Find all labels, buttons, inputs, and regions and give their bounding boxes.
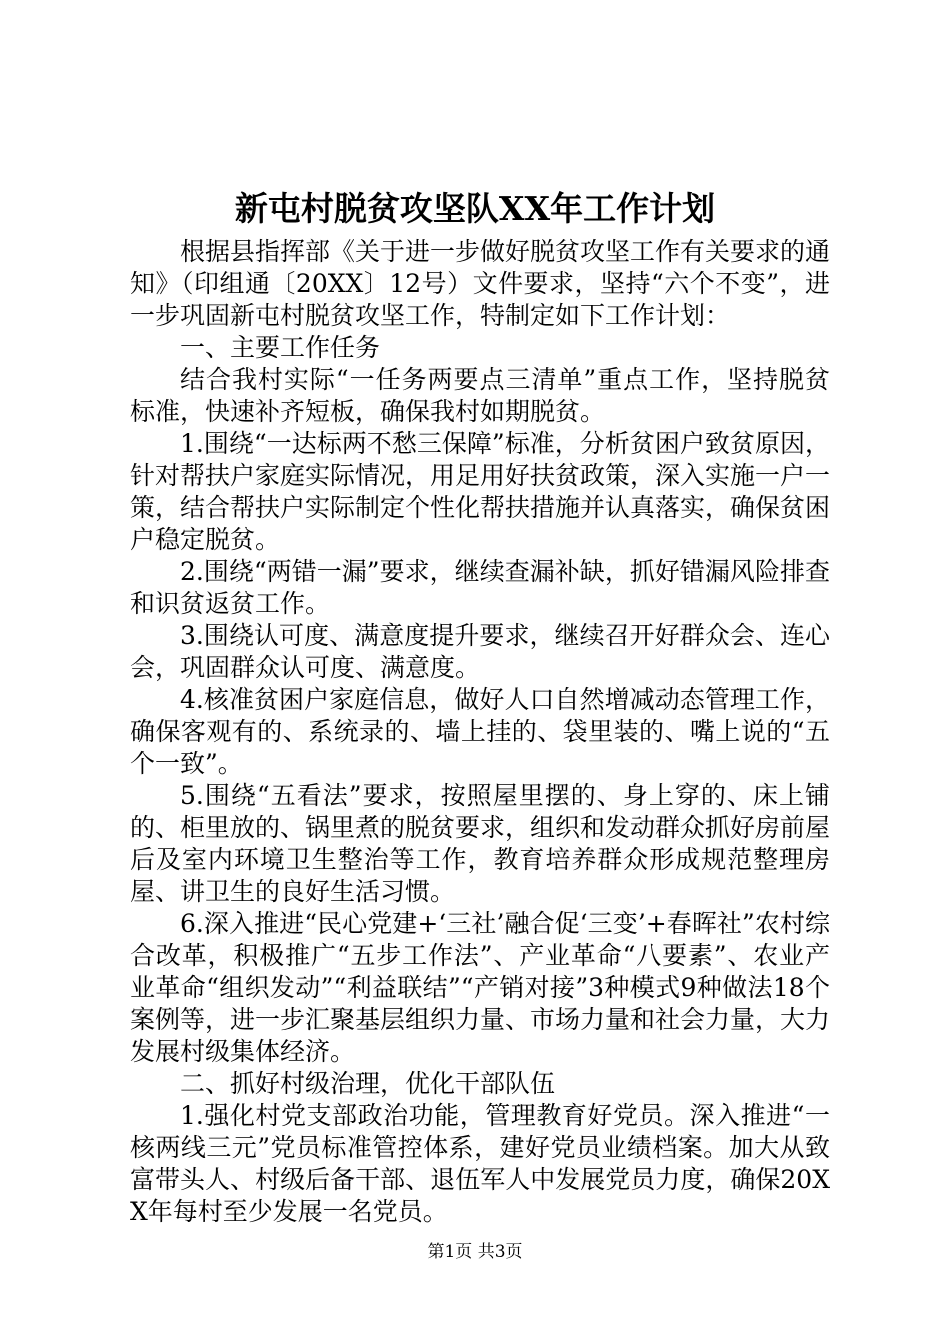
list-item: 4.核准贫困户家庭信息，做好人口自然增减动态管理工作，确保客观有的、系统录的、墙上挂的、袋里装的、嘴上说的“五个一致”。 [130, 685, 830, 778]
document-title: 新屯村脱贫攻坚队XX年工作计划 [234, 189, 716, 228]
list-item: 3.围绕认可度、满意度提升要求，继续召开好群众会、连心会，巩固群众认可度、满意度。 [130, 621, 830, 682]
list-item: 1.围绕“一达标两不愁三保障”标准，分析贫困户致贫原因，针对帮扶户家庭实际情况，用足用好扶贫政策，深入实施一户一策，结合帮扶户实际制定个性化帮扶措施并认真落实，确保贫困户稳定脱贫。 [130, 429, 831, 554]
list-item: 1.强化村党支部政治功能，管理教育好党员。深入推进“一核两线三元”党员标准管控体系，建好党员业绩档案。加大从致富带头人、村级后备干部、退伍军人中发展党员力度，确保20XX年每村至少发展一名党员。 [130, 1101, 830, 1226]
page-footer: 第1页 共3页 [427, 1242, 523, 1262]
list-item: 2.围绕“两错一漏”要求，继续查漏补缺，抓好错漏风险排查和识贫返贫工作。 [130, 557, 830, 618]
list-item: 5.围绕“五看法”要求，按照屋里摆的、身上穿的、床上铺的、柜里放的、锅里煮的脱贫要求，组织和发动群众抓好房前屋后及室内环境卫生整治等工作，教育培养群众形成规范整理房屋、讲卫生的良好生活习惯。 [130, 781, 831, 906]
section-heading-1: 一、主要工作任务 [180, 333, 381, 362]
document-body [130, 236, 830, 1228]
paragraph-intro: 根据县指挥部《关于进一步做好脱贫攻坚工作有关要求的通知》（印组通〔20XX〕12号）文件要求，坚持“六个不变”，进一步巩固新屯村脱贫攻坚工作，特制定如下工作计划： [130, 237, 831, 330]
list-item: 6.深入推进“民心党建+‘三社’融合促‘三变’+春晖社”农村综合改革，积极推广“五步工作法”、产业革命“八要素”、农业产业革命“组织发动”“利益联结”“产销对接”3种模式9种做法18个案例等，进一步汇聚基层组织力量、市场力量和社会力量，大力发展村级集体经济。 [130, 909, 831, 1066]
paragraph: 结合我村实际“一任务两要点三清单”重点工作，坚持脱贫标准，快速补齐短板，确保我村如期脱贫。 [130, 365, 830, 426]
section-heading-2: 二、抓好村级治理，优化干部队伍 [180, 1069, 556, 1098]
